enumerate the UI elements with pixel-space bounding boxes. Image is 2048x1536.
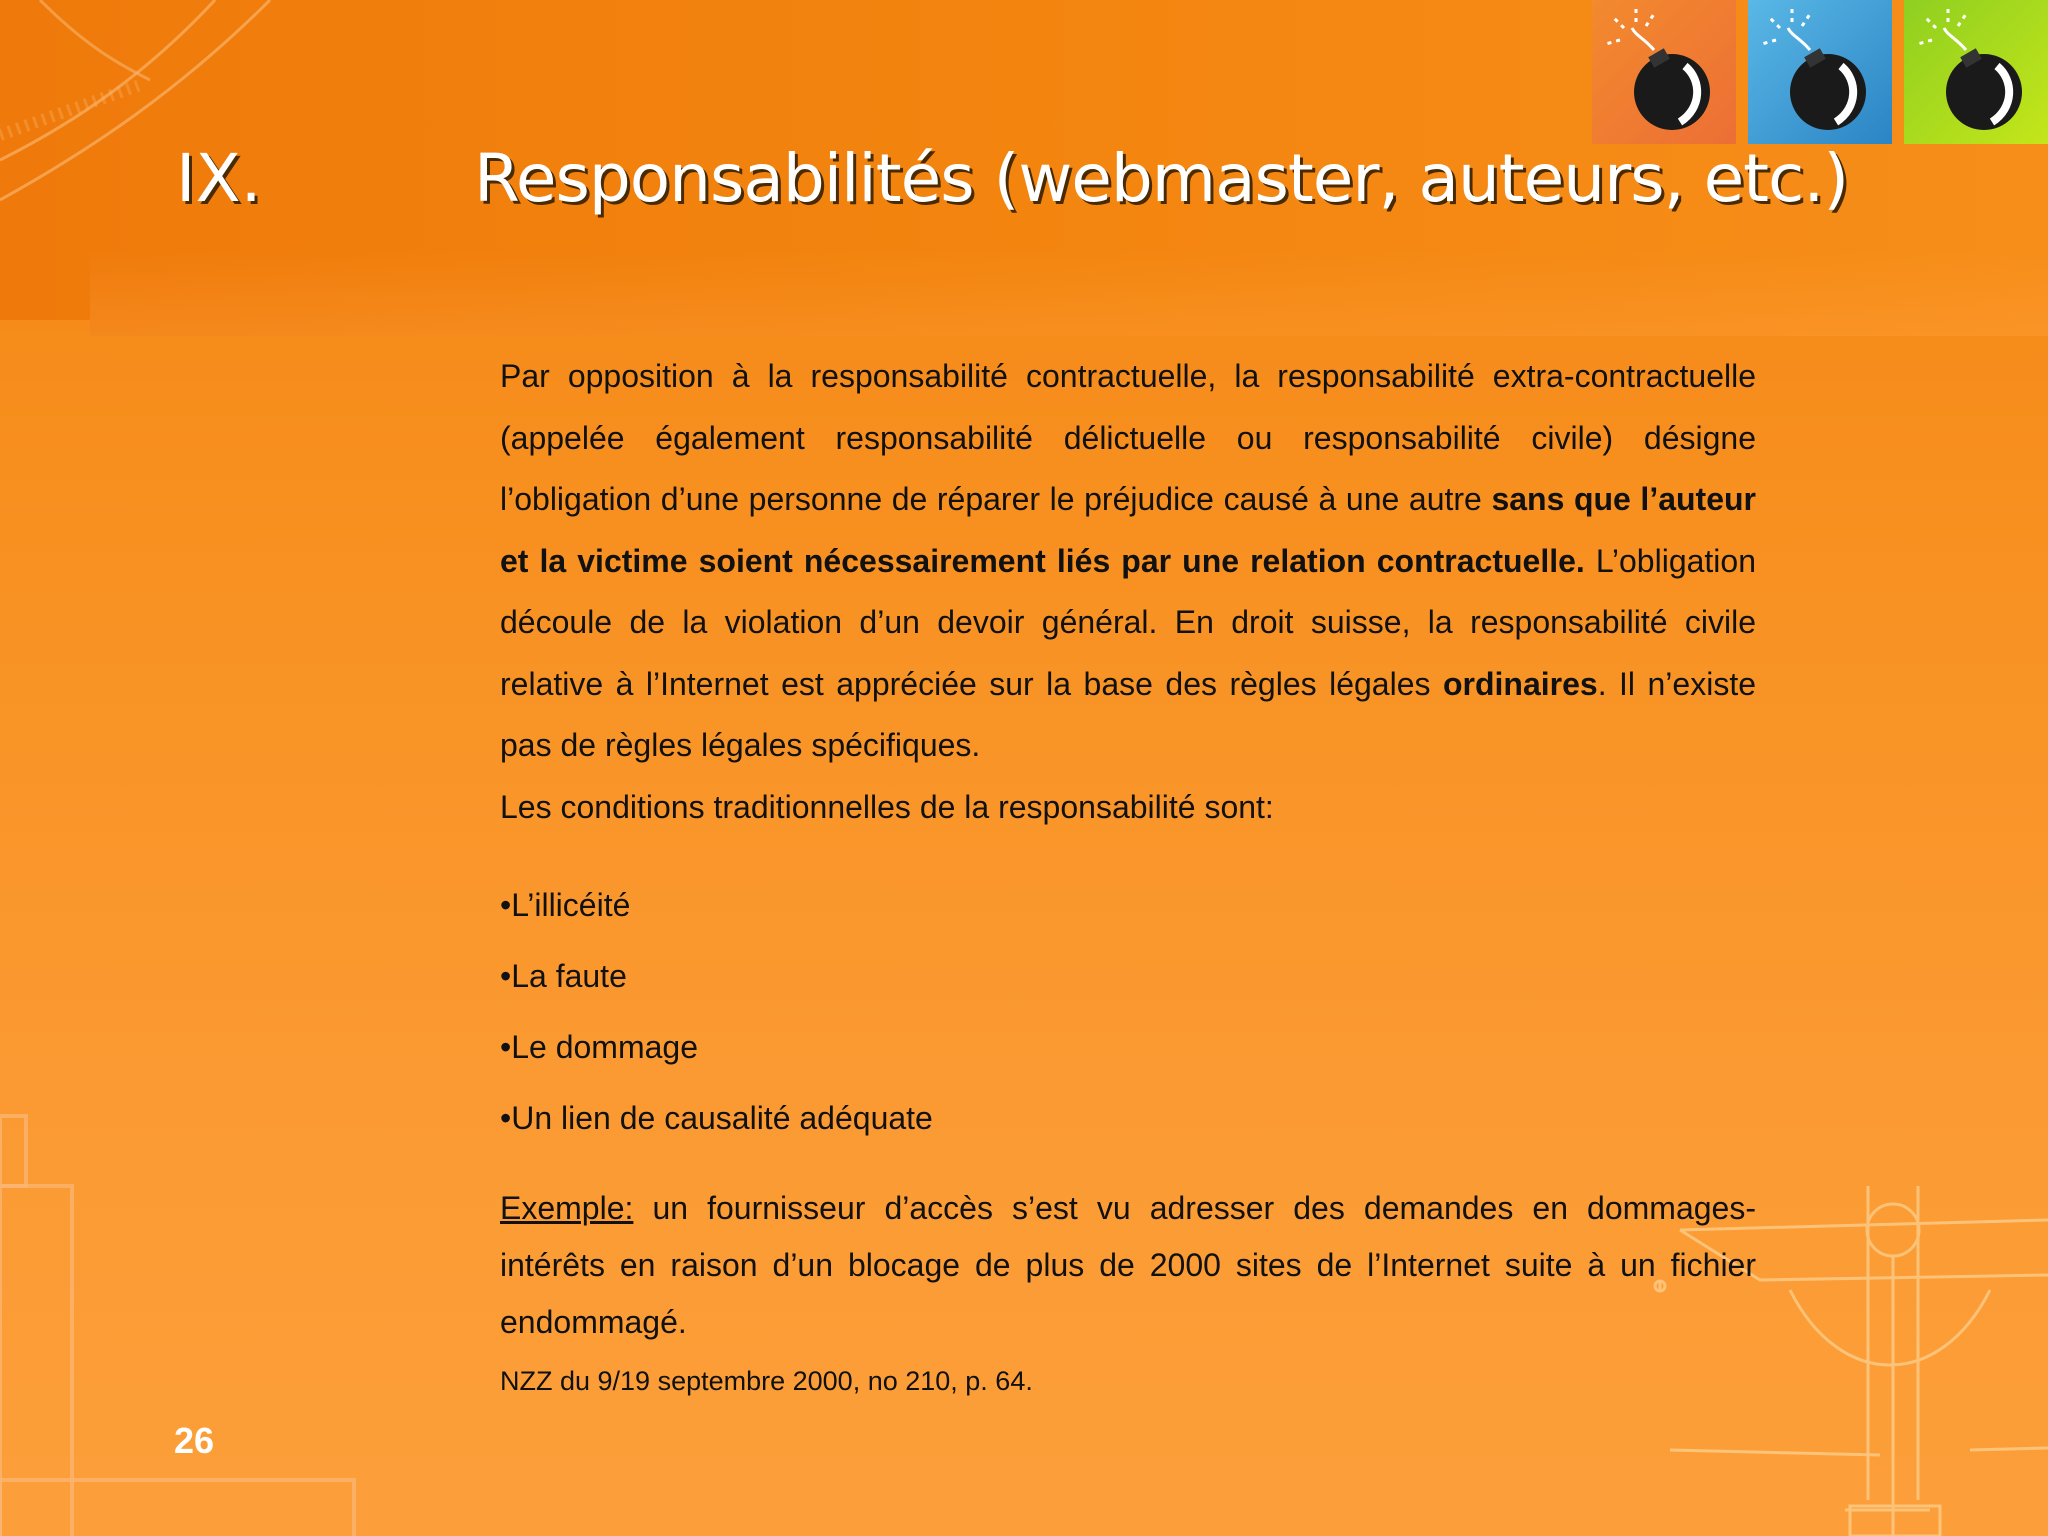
header-shadow-band [90,250,2048,336]
list-item: •Le dommage [500,1029,698,1065]
example-block [500,1180,1756,1408]
conditions-intro: Les conditions traditionnelles de la responsabilité sont: [500,788,1274,825]
example-label: Exemple: [500,1190,634,1226]
paragraph-text: . Il n’existe pas de règles légales spécifiques. [500,665,1757,763]
list-item: •L’illicéité [500,887,631,923]
decorative-tiles [1592,0,2048,144]
slide-title: Responsabilités (webmaster, auteurs, etc.) [474,140,1849,217]
tile-green [1904,0,2048,144]
list-item: •Un lien de causalité adéquate [500,1100,933,1136]
paragraph-emphasis: sans que l’auteur et la victime soient nécessairement liés par une relation contractuelle. [500,481,1757,579]
paragraph-text: Par opposition à la responsabilité contractuelle, la responsabilité extra-contractuelle (appelée également responsabilité délictuelle ou responsabilité civile) désigne l’obligation d’une personne de réparer le préjudice causé à une autre [500,358,1756,517]
slide-body [500,346,1756,1408]
bomb-icon [1748,0,1892,144]
citation: NZZ du 9/19 septembre 2000, no 210, p. 64. [500,1366,1033,1396]
intro-paragraph [500,346,1756,777]
section-number: IX. [176,140,262,217]
page-number: 26 [174,1420,215,1461]
decorative-blocks [0,1110,380,1536]
list-item: •La faute [500,958,627,994]
tile-blue [1748,0,1892,144]
bomb-icon [1904,0,2048,144]
example-text: un fournisseur d’accès s’est vu adresser des demandes en dommages-intérêts en raison d’un blocage de plus de 2000 sites de l’Internet suite à un fichier endommagé. [500,1190,1756,1340]
paragraph-emphasis: ordinaires [1442,665,1598,702]
tile-orange [1592,0,1736,144]
conditions-list [500,870,1756,1154]
paragraph-text: L’obligation découle de la violation d’un devoir général. En droit suisse, la responsabilité civile relative à l’Internet est appréciée sur la base des règles légales [500,542,1757,702]
bomb-icon [1592,0,1736,144]
